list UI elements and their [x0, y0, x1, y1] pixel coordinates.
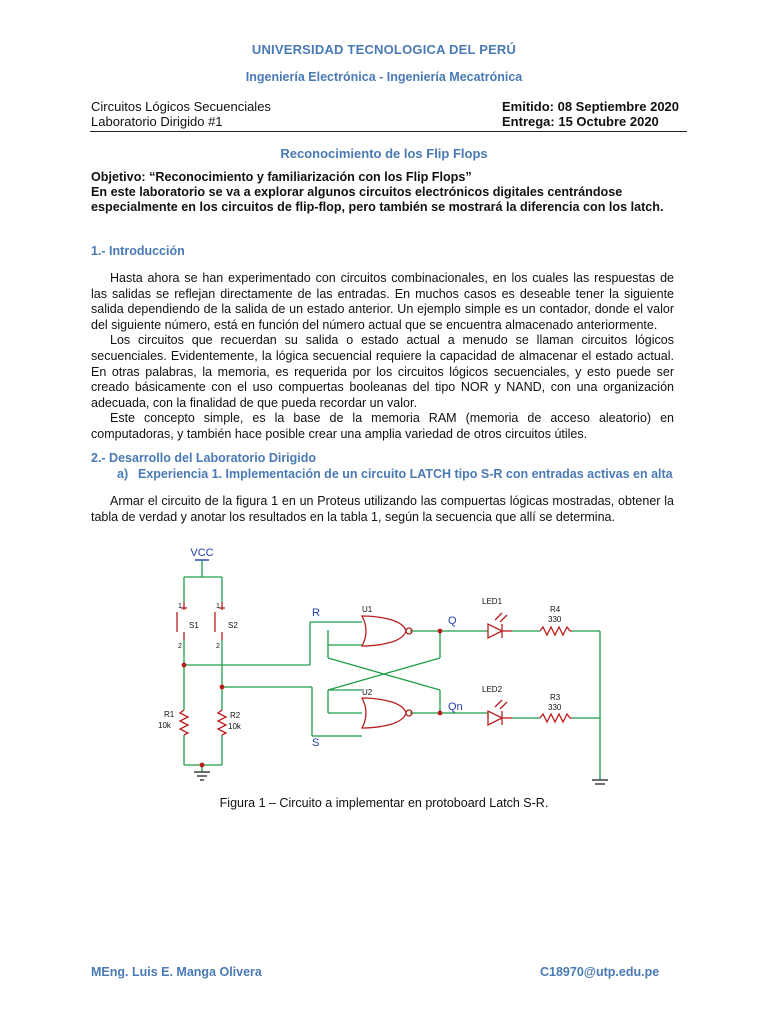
experience-title: Experiencia 1. Implementación de un circuito LATCH tipo S-R con entradas activas en alta — [138, 467, 673, 481]
due-date: Entrega: 15 Octubre 2020 — [502, 114, 659, 129]
r3-value: 330 — [548, 703, 562, 712]
led1-label: LED1 — [482, 597, 503, 606]
issued-date: Emitido: 08 Septiembre 2020 — [502, 99, 680, 114]
u2-label: U2 — [362, 688, 373, 697]
latch-circuit-diagram — [140, 540, 620, 785]
intro-paragraph: Hasta ahora se han experimentado con circuitos combinacionales, en los cuales las respuestas de las salidas se reflejan directamente de las entradas. En muchos casos es deseable tener la siguiente salida dependiendo de la salida de un estado anterior. Un ejemplo simple es un contador, donde el valor del siguiente número, está en función del número actual que se encuentra almacenado anteriormente. — [91, 271, 674, 332]
experience-1-heading — [117, 466, 677, 482]
instructions-paragraph: Armar el circuito de la figura 1 en un Proteus utilizando las compuertas lógicas mostradas, obtener la tabla de verdad y anotar los resultados en la tabla 1, según la secuencia que allí se determina. — [91, 494, 674, 524]
objective-block — [91, 170, 681, 215]
nor-gate-u2 — [362, 698, 412, 728]
r4-name: R4 — [550, 605, 561, 614]
r2-name: R2 — [230, 711, 241, 720]
intro-paragraph: Este concepto simple, es la base de la memoria RAM (memoria de acceso aleatorio) en computadoras, y también hace posible crear una amplia variedad de otros circuitos útiles. — [91, 411, 674, 441]
resistor-r1 — [180, 710, 188, 735]
date-info — [502, 99, 679, 129]
department-name: Ingeniería Electrónica - Ingeniería Mecatrónica — [245, 70, 523, 84]
u1-label: U1 — [362, 605, 373, 614]
objective-line: Objetivo: “Reconocimiento y familiarización con los Flip Flops” — [91, 170, 472, 184]
objective-description: En este laboratorio se va a explorar algunos circuitos electrónicos digitales centrándose especialmente en los circuitos de flip-flop, pero también se mostrará la diferencia con los latch. — [91, 185, 664, 214]
circuit-wires — [184, 560, 600, 780]
pin-label: 2 — [216, 643, 220, 650]
lab-number: Laboratorio Dirigido #1 — [91, 114, 223, 129]
course-name: Circuitos Lógicos Secuenciales — [91, 99, 271, 114]
document-title: Reconocimiento de los Flip Flops — [280, 146, 488, 161]
section-2-heading: 2.- Desarrollo del Laboratorio Dirigido — [91, 451, 317, 465]
r4-value: 330 — [548, 615, 562, 624]
ground-symbol — [194, 772, 210, 780]
s1-label: S1 — [189, 621, 199, 630]
course-info — [91, 99, 271, 129]
vcc-terminal — [190, 547, 213, 560]
pin-label: 2 — [178, 643, 182, 650]
experience-tag: a) — [117, 467, 129, 481]
resistor-r4 — [540, 627, 572, 635]
nor-gate-u1 — [362, 616, 412, 646]
s-input-label: S — [312, 737, 320, 749]
resistor-r2 — [218, 710, 226, 735]
header-divider — [90, 131, 687, 132]
introduction-text — [91, 271, 674, 443]
vcc-label: VCC — [190, 547, 214, 559]
footer-author: MEng. Luis E. Manga Olivera — [91, 965, 262, 979]
university-name: UNIVERSIDAD TECNOLOGICA DEL PERÚ — [251, 42, 517, 57]
r-input-label: R — [312, 607, 320, 619]
led2-label: LED2 — [482, 685, 503, 694]
led-1 — [488, 613, 512, 638]
r1-name: R1 — [164, 710, 175, 719]
footer-email[interactable]: C18970@utp.edu.pe — [540, 965, 660, 979]
figure-caption: Figura 1 – Circuito a implementar en protoboard Latch S-R. — [219, 796, 549, 810]
section-1-heading: 1.- Introducción — [91, 244, 185, 258]
intro-paragraph: Los circuitos que recuerdan su salida o estado actual a menudo se llaman circuitos lógicos secuenciales. Evidentemente, la lógica secuencial requiere la capacidad de almacenar el estado actual. En otras palabras, la memoria, es requerida por los circuitos lógicos secuenciales, y esto puede ser creado básicamente con el uso compuertas booleanas del tipo NOR y NAND, con una organización adecuada, con la finalidad de que pueda recordar un valor. — [91, 333, 674, 410]
r1-value: 10k — [158, 721, 171, 730]
q-output-label: Q — [448, 615, 457, 627]
led-2 — [488, 700, 512, 725]
qn-output-label: Qn — [448, 701, 463, 713]
pin-label: 1 — [216, 603, 220, 610]
r2-value: 10k — [228, 722, 241, 731]
pin-label: 1 — [178, 603, 182, 610]
ground-symbol — [592, 780, 608, 784]
experience-instructions — [91, 494, 674, 525]
s2-label: S2 — [228, 621, 238, 630]
r3-name: R3 — [550, 693, 561, 702]
resistor-r3 — [540, 714, 572, 722]
